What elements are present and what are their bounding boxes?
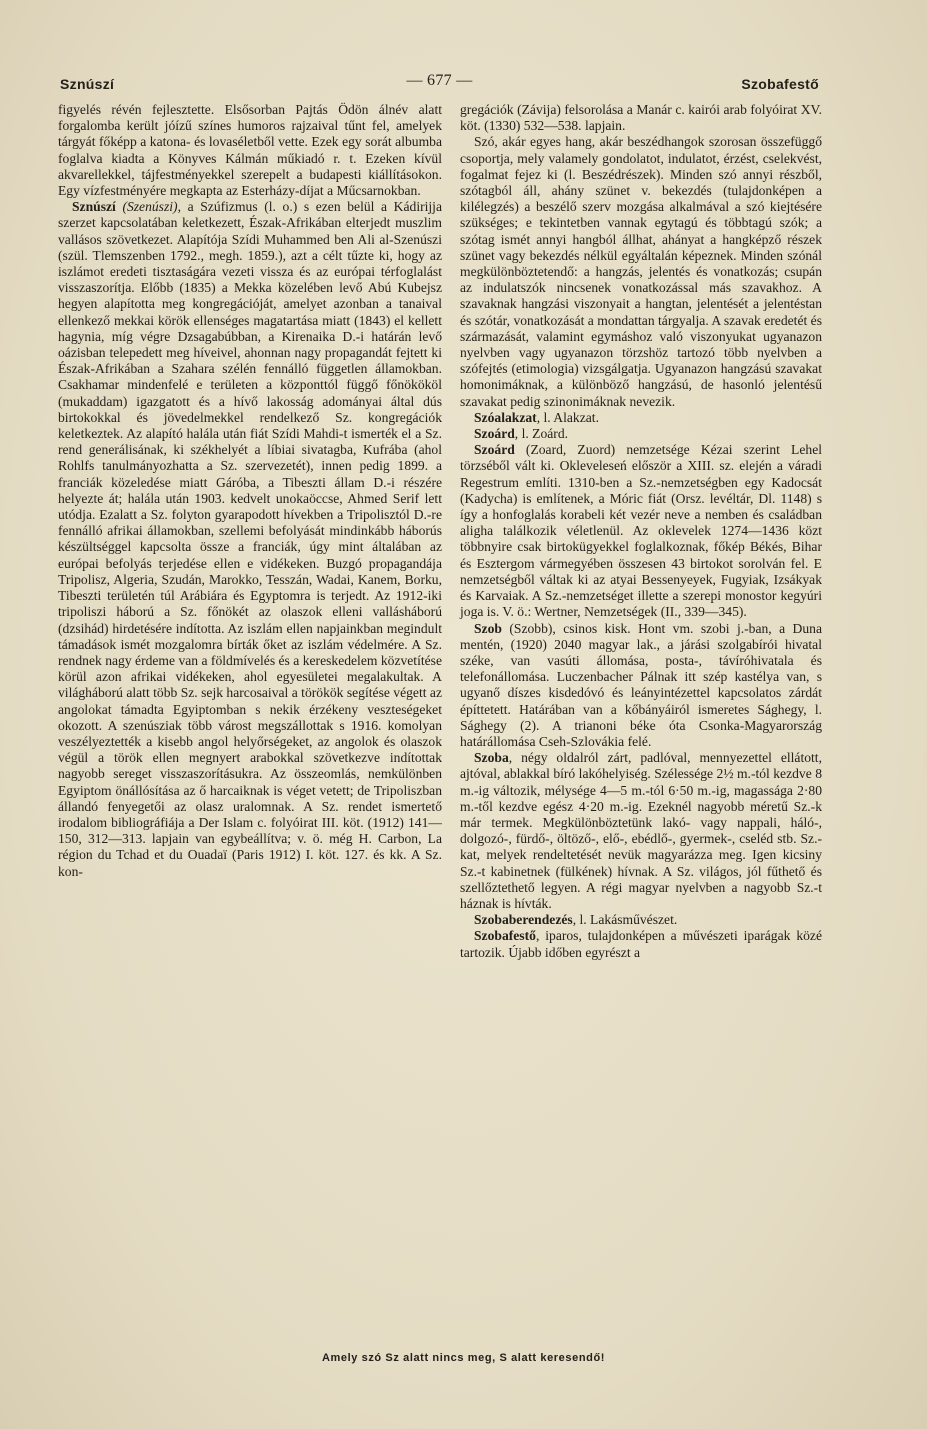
- entry-szoba: [460, 750, 822, 912]
- page-number: — 677 —: [406, 72, 473, 89]
- entry-headword: Sznúszí: [72, 199, 116, 215]
- entry-variant: (Szenúszi): [122, 199, 178, 215]
- entry-headword: Szoárd: [474, 442, 515, 458]
- entry-headword: Szobafestő: [474, 928, 536, 944]
- entry-szoalakzat: [460, 410, 822, 426]
- entry-szobafesto: [460, 928, 822, 960]
- entry-headword: Szobaberendezés: [474, 912, 573, 928]
- entry-body: , l. Zoárd.: [514, 426, 569, 442]
- entry-headword: Szóalakzat: [474, 409, 537, 425]
- entry-headword: Szoba: [474, 750, 509, 766]
- running-header: [60, 72, 819, 94]
- entry-body: , négy oldalról zárt, padlóval, mennyezettel ellátott, ajtóval, ablakkal bíró lakóhelyiség. Szélessége 2½ m.-tól kezdve 8 m.-ig változik, mélysége 4—5 m.-tól 6·50 m.-ig, magassága 2·80 m.-től kezdve egész 4·20 m.-ig. Ezeknél nagyobb méretű Sz.-k már termek. Megkülönböztetünk lakó- vagy nappali, háló-, dolgozó-, fürdő-, öltöző-, elő-, ebédlő-, gyermek-, cseléd stb. Sz.-kat, melyek rendeltetését nevük magyarázza meg. Igen kicsiny Sz.-t kabinetnek (fülkének) hívnak. A Sz. világos, jól fűthető és szellőztethető legyen. A régi magyar nyelvben a nagyobb Sz.-t háznak is hívták.: [460, 750, 822, 911]
- entry-sznuszi: [58, 199, 442, 880]
- entry-body: (Szobb), csinos kisk. Hont vm. szobi j.-ban, a Duna mentén, (1920) 2040 magyar lak., a járási szolgabírói hivatal széke, van vasúti állomása, posta-, távíróhivatala és telefonállomása. Luczenbacher Pálnak itt szép kastélya van, s ugyanő díszes kisdedóvó és leányintézettel kapcsolatos zárdát építtetett. Határában van a kőbányáiról ismeretes Sághegy, l. Sághegy (2). A trianoni béke óta Csonka-Magyarország határállomása Cseh-Szlovákia felé.: [460, 620, 822, 749]
- entry-body: , l. Lakásművészet.: [572, 912, 678, 928]
- entry-body: (Zoard, Zuord) nemzetsége Kézai szerint Lehel törzséből vált ki. Okleveleseń először a XIII. sz. elején a váradi Regestrum említi. 1310-ben a Sz.-nemzetségben egy Kadocsát (Kadycha) is említenek, a Móric fiát (Orsz. levéltár, Dl. 1148) s így a honfoglalás korabeli két vezér neve a nemben és családban aligha találkozik véletlenül. Az oklevelek 1274—1436 közt többnyire csak birtokügyekkel foglalkoznak, főkép Békés, Bihar és Esztergom vármegyében összesen 43 birtokot sorolván fel. E nemzetségből váltak ki az atyai Bessenyeyek, Fugyiak, Izsákyak és Karvaiak. A Sz.-nemzetséget illette a szerepi monostor kegyúri joga is. V. ö.: Wertner, Nemzetségek (II., 339—345).: [460, 442, 822, 620]
- entry-body: , l. Alakzat.: [536, 409, 599, 425]
- entry-headword: Szob: [474, 620, 502, 636]
- right-column: [460, 102, 822, 961]
- entry-szob: [460, 621, 822, 751]
- entry-szoard-nemzetseg: [460, 442, 822, 620]
- entry-szo: Szó, akár egyes hang, akár beszédhangok szorosan összefüggő csoportja, mely valamely gondolatot, indulatot, érzést, cselekvést, fogalmat fejez ki (l. Beszédrészek). Minden szó annyi részből, szótagból áll, ahány szünet v. bekezdés (tulajdonképen a kilélegzés) a beszélő szerv mozgása alkalmával a szó kiejtésére szükséges; e tekintetben vannak egytagú és többtagú szók; a szótag ismét annyi hangból állhat, ahányat a hangképző részek szünet vagy bekezdés nélkül egyáltalán képeznek. Minden szónál megkülönböztetendő: a hangzás, jelentés és vonatkozás; csupán az indulatszók nincsenek vonatkozással más szavakhoz. A szavaknak hangzási viszonyait a hangtan, jelentését a jelentéstan és szótár, vonatkozását a mondattan tárgyalja. A szavak eredetét és származását, valamint egymáshoz való viszonyukat ugyanazon nyelvben vagy ugyanazon törzshöz tartozó több nyelvben a szófejtés (etimologia) vizsgálgatja. Ugyanazon hangzású szavakat homonimáknak, a különböző hangzású, de hasonló jelentésű szavakat pedig szinonimáknak nevezik.: [460, 134, 822, 409]
- entry-szoard-ref: [460, 426, 822, 442]
- left-column: [58, 102, 442, 880]
- entry-body: , iparos, tulajdonképen a művészeti iparágak közé tartozik. Újabb időben egyrészt a: [460, 928, 822, 960]
- header-left-word: Sznúszí: [60, 76, 115, 92]
- entry-szobaberendezes: [460, 912, 822, 928]
- paragraph-continuation: figyelés révén fejlesztette. Elsősorban Pajtás Ödön álnév alatt forgalomba került jóízű színes humoros rajzaival tűnt fel, amelyek tárgyát főképp a katona- és lovaséletből vette. Ezek egy sorát albumba foglalva kiadta a Könyves Kálmán műkiadó r. t. Ezeken kívül akvarellekkel, tájfestményekkel szerepelt a budapesti kiállításokon. Egy vízfestményére megkapta az Esterházy-díjat a Műcsarnokban.: [58, 102, 442, 199]
- paragraph-continuation: gregációk (Závija) felsorolása a Manár c. kairói arab folyóirat XV. köt. (1330) 532—538. lapjain.: [460, 102, 822, 134]
- header-right-word: Szobafestő: [741, 76, 819, 92]
- entry-headword: Szoárd: [474, 426, 515, 442]
- entry-body: , a Szúfizmus (l. o.) s ezen belül a Kádirijja szerzet kapcsolatában keletkezett, Észak-Afrikában elterjedt muszlim vallásos szövetkezet. Alapítója Szídi Muhammed ben Ali al-Szenúszi (szül. Tlemszenben 1792., megh. 1859.), azt a célt tűzte ki, hogy az iszlámot eredeti tisztaságára vezeti vissza és az európai térfoglalást visszaszorítja. Előbb (1835) a Mekka közelében levő Abú Kubejsz hegyen alapította meg kongregációját, amelyet azonban a tanaival ellenkező mekkai körök ellenséges magatartása miatt (1843) el kellett hagynia, míg végre Dzsagabúbban, a Kirenaika D.-i határán levő oázisban telepedett meg híveivel, ahonnan nagy propagandát fejtett ki Észak-Afrikában a Szahara szélén fennálló független államokban. Csakhamar mindenfelé e területen a központtól függő főnökököl (mukaddam) igazgatott és a hívő lakosság adományai által dús birtokokkal és jövedelmekkel rendelkező Sz. kongregációk keletkeztek. Az alapító halála után fiát Szídi Mahdi-t ismerték el a Sz. rend generálisának, ki székhelyét a líbiai sivatagba, Kufrába (ahol Rohlfs tanulmányozhatta a Sz. szervezetét), innen pedig 1899. a franciák közeledése miatt Gáróba, a Tibeszti állam D.-i részére helyezte át; halála után 1903. kedvelt unokaöccse, Ahmed Serif lett utódja. Ezalatt a Sz. folyton gyarapodott hívekben a Tripolisztól D.-re fennálló afrikai államokban, szellemi befolyását mindinkább háborús készültséggel kapcsolta össze a franciák, úgy mint általában az európai befolyás terjedése ellen e vidékeken. Buzgó propagandája Tripolisz, Algeria, Szudán, Marokko, Tesszán, Wadai, Kanem, Borku, Tibeszti területén túl Arábiára és Egyptomra is terjedt. Az 1912-iki tripoliszi háború a Sz. főnökét az olaszok elleni vallásháború (dzsihád) hirdetésére indította. Az iszlám ellen napjainkban megindult támadások ismét mozgalomra bírták őket az iszlám védelmére. A Sz. rendnek nagy érdeme van a földmívelés és a kereskedelem közvetítése körül azon afrikai vidékeken, ahol egyesületei megalakultak. A világháború alatt több Sz. sejk harcosaival a törökök segítése végett az angolokat támadta Egyiptomban s nekik érzékeny veszteségeket okozott. A szenúsziak több várost megszállottak s 1916. komolyan veszélyeztették a kisebb angol helyőrségeket, az angolok és olaszok végül a török ellen megnyert arabokkal szövetkezve indítottak nagyobb sereget visszaszorításukra. Az összeomlás, nemkülönben Egyiptom önállósítása az ő harcaiknak is véget vetett; de Tripoliszban állandó fenyegetői az olasz uralomnak. A Sz. rendet ismertető irodalom bibliográfiája a Der Islam c. folyóirat III. köt. (1912) 141—150, 312—313. lapjain van egybeállítva; v. ö. még H. Carbon, La région du Tchad et du Ouadaï (Paris 1912) I. köt. 127. és kk. A Sz. kon-: [58, 199, 442, 879]
- page-footer-note: Amely szó Sz alatt nincs meg, S alatt keresendő!: [321, 1352, 606, 1364]
